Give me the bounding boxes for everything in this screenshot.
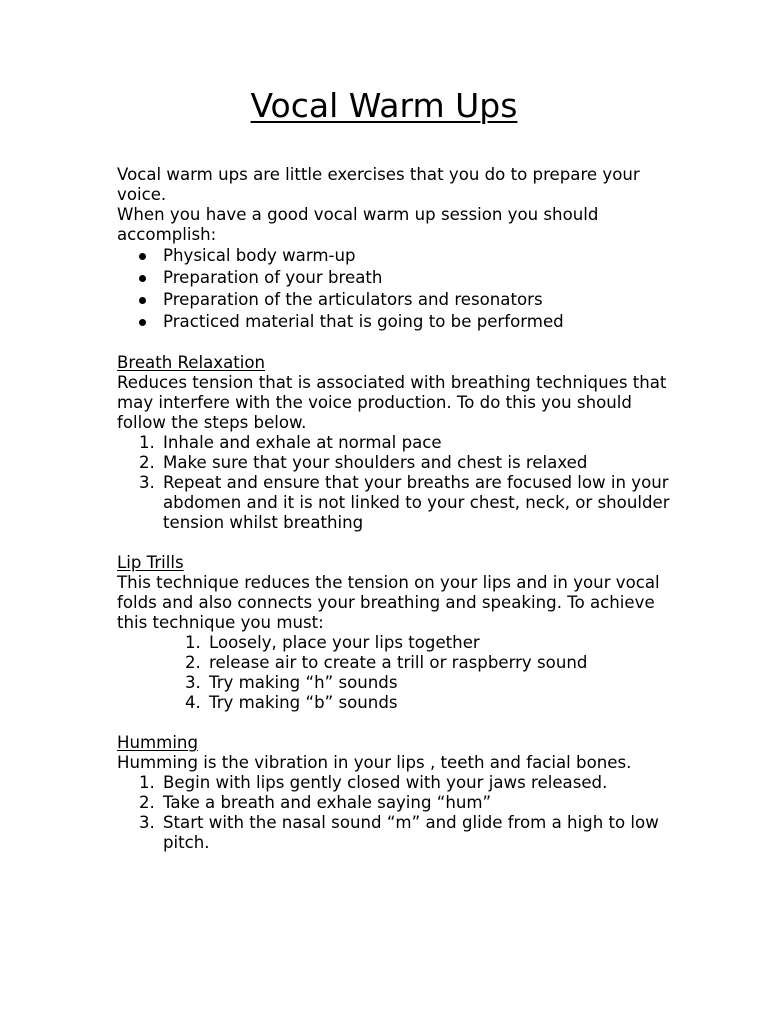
spacer (117, 333, 677, 353)
list-item: Preparation of your breath (117, 267, 677, 289)
spacer (117, 533, 677, 553)
breath-relaxation-heading: Breath Relaxation (117, 353, 266, 372)
humming-heading: Humming (117, 733, 198, 752)
intro-paragraph-2: When you have a good vocal warm up session you should accomplish: (117, 205, 599, 244)
lip-trills-steps (117, 633, 677, 713)
bullet-icon (139, 319, 146, 326)
list-item: 4. Try making “b” sounds (185, 693, 398, 712)
list-item: 3. Start with the nasal sound “m” and glide from a high to low pitch. (139, 813, 659, 852)
breath-relaxation-steps (117, 433, 677, 533)
list-item: 3. Try making “h” sounds (185, 673, 398, 692)
intro-paragraph-1: Vocal warm ups are little exercises that you do to prepare your voice. (117, 165, 640, 204)
list-item: 1. Begin with lips gently closed with your jaws released. (139, 773, 608, 792)
list-item: 1. Inhale and exhale at normal pace (139, 433, 442, 452)
list-item: Practiced material that is going to be performed (117, 311, 677, 333)
list-item: 3. Repeat and ensure that your breaths are focused low in your abdomen and it is not linked to your chest, neck, or shoulder tension whilst breathing (139, 473, 670, 532)
breath-relaxation-body: Reduces tension that is associated with breathing techniques that may interfere with the voice production. To do this you should follow the steps below. (117, 373, 667, 432)
spacer (117, 713, 677, 733)
list-item: 2. Take a breath and exhale saying “hum” (139, 793, 492, 812)
intro-bullet-list (117, 245, 677, 333)
lip-trills-body: This technique reduces the tension on your lips and in your vocal folds and also connects your breathing and speaking. To achieve this technique you must: (117, 573, 660, 632)
list-item: 2. release air to create a trill or raspberry sound (185, 653, 588, 672)
list-item: Physical body warm-up (117, 245, 677, 267)
humming-body: Humming is the vibration in your lips , teeth and facial bones. (117, 753, 632, 772)
bullet-icon (139, 275, 146, 282)
document-title: Vocal Warm Ups (250, 86, 518, 125)
bullet-icon (139, 253, 146, 260)
list-item: Preparation of the articulators and resonators (117, 289, 677, 311)
list-item: 2. Make sure that your shoulders and chest is relaxed (139, 453, 588, 472)
list-item: 1. Loosely, place your lips together (185, 633, 480, 652)
document-body (117, 165, 677, 853)
lip-trills-heading: Lip Trills (117, 553, 184, 572)
humming-steps (117, 773, 677, 853)
bullet-icon (139, 297, 146, 304)
